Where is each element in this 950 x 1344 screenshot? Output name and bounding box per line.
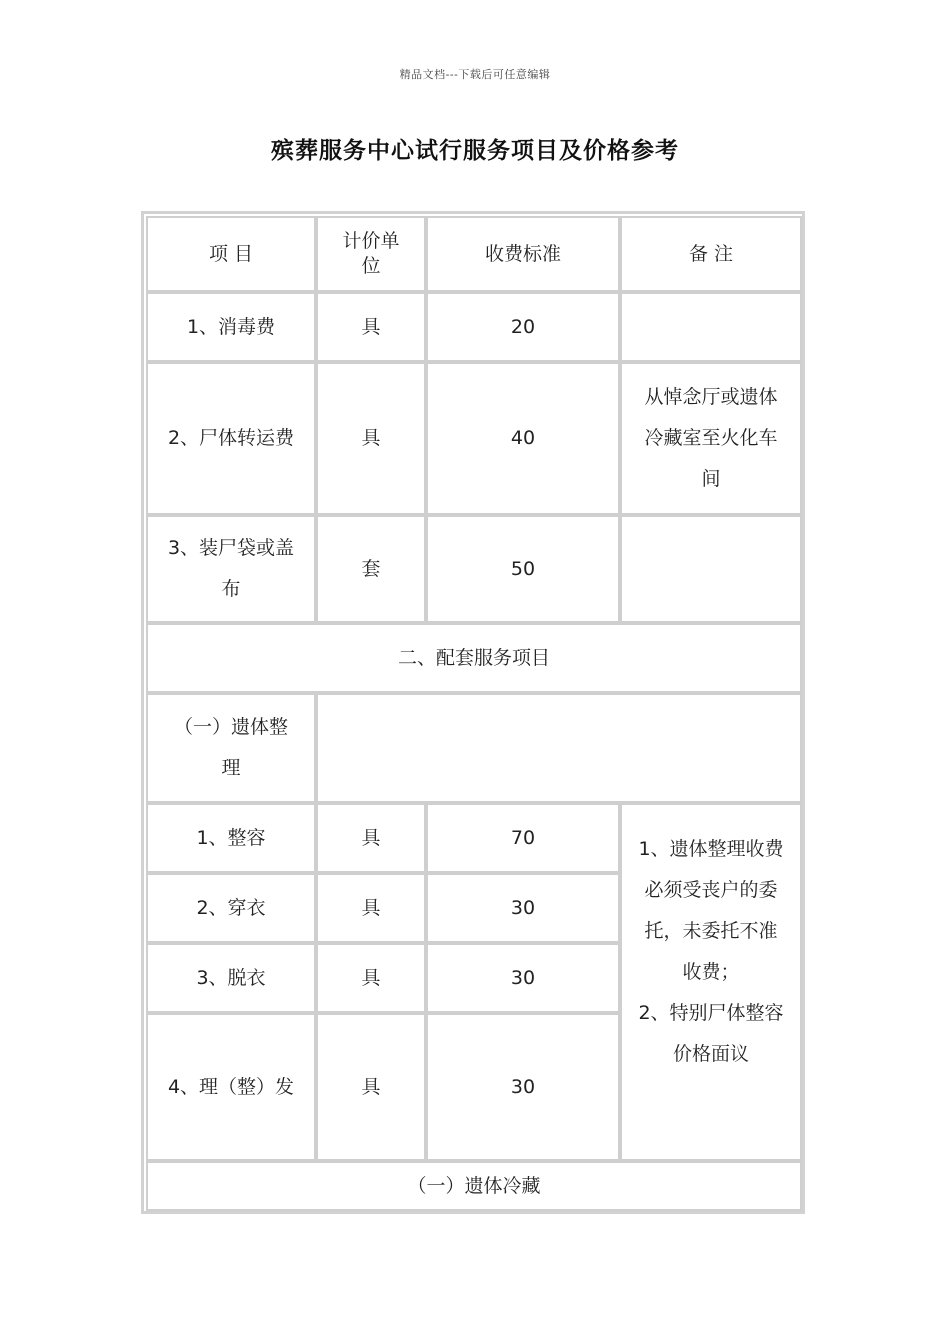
document-title: 殡葬服务中心试行服务项目及价格参考 bbox=[271, 138, 679, 164]
service-row-2-unit: 具 bbox=[316, 873, 426, 943]
row-2-price: 40 bbox=[426, 362, 620, 515]
header-price: 收费标准 bbox=[426, 216, 620, 292]
service-row-4-unit: 具 bbox=[316, 1013, 426, 1161]
header-remark: 备 注 bbox=[620, 216, 802, 292]
service-row-2-item: 2、穿衣 bbox=[146, 873, 316, 943]
body-preparation-remark: 1、遗体整理收费 必须受丧户的委 托，未委托不准 收费； 2、特别尸体整容 价格面议 bbox=[620, 803, 802, 1161]
subsection-body-preparation: （一）遗体整 理 bbox=[146, 693, 316, 803]
row-1-remark bbox=[620, 292, 802, 362]
row-2-item: 2、尸体转运费 bbox=[146, 362, 316, 515]
subsection-body-refrigeration: （一）遗体冷藏 bbox=[146, 1161, 802, 1211]
row-1-item: 1、消毒费 bbox=[146, 292, 316, 362]
service-row-3-item: 3、脱衣 bbox=[146, 943, 316, 1013]
subsection-empty-cell bbox=[316, 693, 802, 803]
row-3-item: 3、装尸袋或盖 布 bbox=[146, 515, 316, 623]
service-row-1-unit: 具 bbox=[316, 803, 426, 873]
service-row-4-price: 30 bbox=[426, 1013, 620, 1161]
service-row-2-price: 30 bbox=[426, 873, 620, 943]
service-row-3-price: 30 bbox=[426, 943, 620, 1013]
service-row-1-price: 70 bbox=[426, 803, 620, 873]
row-1-price: 20 bbox=[426, 292, 620, 362]
row-2-unit: 具 bbox=[316, 362, 426, 515]
service-row-3-unit: 具 bbox=[316, 943, 426, 1013]
row-3-price: 50 bbox=[426, 515, 620, 623]
row-3-remark bbox=[620, 515, 802, 623]
section-supporting-services: 二、配套服务项目 bbox=[146, 623, 802, 693]
row-3-unit: 套 bbox=[316, 515, 426, 623]
row-1-unit: 具 bbox=[316, 292, 426, 362]
service-row-1-item: 1、整容 bbox=[146, 803, 316, 873]
service-row-4-item: 4、理（整）发 bbox=[146, 1013, 316, 1161]
header-item: 项 目 bbox=[146, 216, 316, 292]
header-note: 精品文档---下载后可任意编辑 bbox=[399, 68, 551, 81]
row-2-remark: 从悼念厅或遗体 冷藏室至火化车 间 bbox=[620, 362, 802, 515]
header-unit: 计价单 位 bbox=[316, 216, 426, 292]
